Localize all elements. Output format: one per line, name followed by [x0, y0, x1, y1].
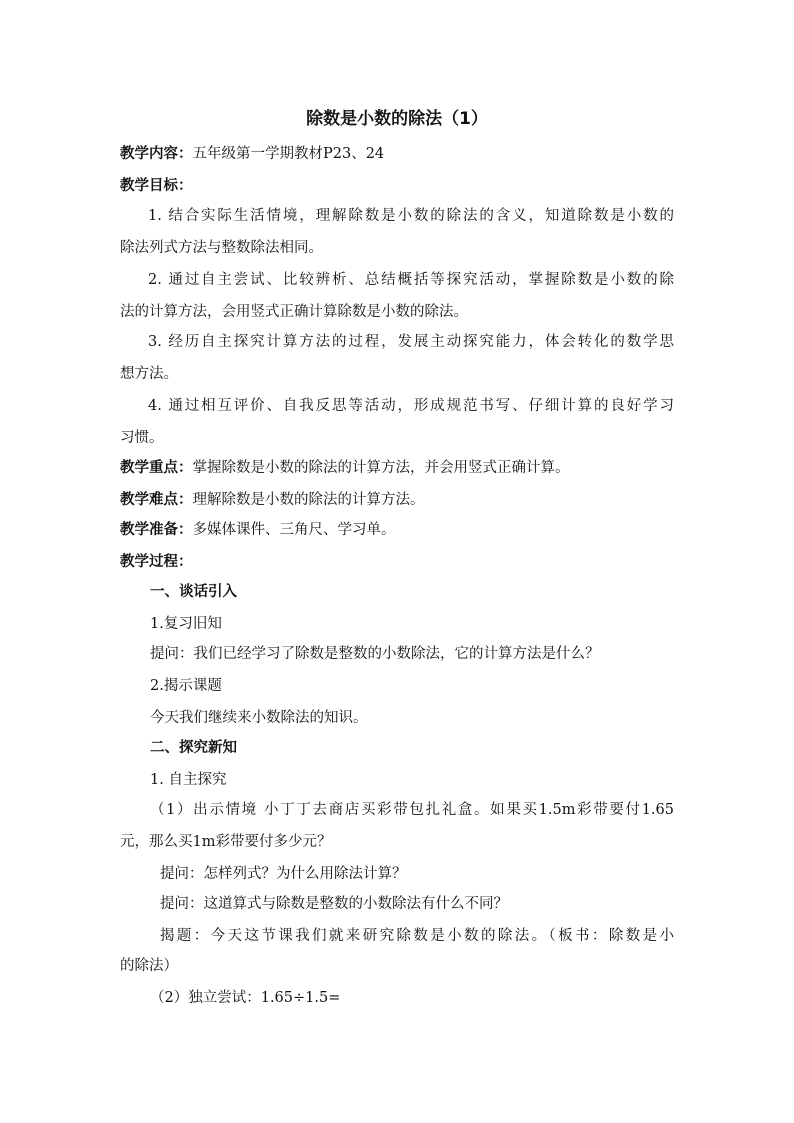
goal1-line-b: 除法列式方法与整数除法相同。 [120, 240, 323, 256]
section1-question: 提问：我们已经学习了除数是整数的小数除法，它的计算方法是什么？ [150, 646, 600, 662]
preparation-row [120, 520, 396, 540]
document-title: 除数是小数的除法（1） [306, 109, 488, 129]
content-label: 教学内容： [120, 146, 193, 162]
preparation-value: 多媒体课件、三角尺、学习单。 [192, 522, 396, 538]
section2-para1-line-a: （1）出示情境 小丁丁去商店买彩带包扎礼盒。如果买1.5m彩带要付1.65 [150, 802, 674, 818]
section2-question1: 提问：怎样列式？为什么用除法计算？ [160, 866, 407, 882]
section2-item1: 1. 自主探究 [150, 772, 227, 788]
goal2-line-a: 2. 通过自主尝试、比较辨析、总结概括等探究活动，掌握除数是小数的除 [148, 272, 674, 288]
section2-para1-line-b: 元，那么买1m彩带要付多少元？ [120, 834, 332, 850]
section2-reveal-line-a: 揭题：今天这节课我们就来研究除数是小数的除法。（板书：除数是小 [160, 928, 674, 944]
goal3-line-a: 3. 经历自主探究计算方法的过程，发展主动探究能力，体会转化的数学思 [148, 334, 674, 350]
preparation-label: 教学准备： [120, 522, 193, 538]
difficulty-label: 教学难点： [120, 492, 193, 508]
section2-reveal-line-b: 的除法） [120, 958, 178, 974]
goal1-line-a: 1. 结合实际生活情境，理解除数是小数的除法的含义，知道除数是小数的 [148, 208, 674, 224]
difficulty-row [120, 490, 425, 510]
goal3-line-b: 想方法。 [120, 366, 178, 382]
content-value: 五年级第一学期教材P23、24 [192, 146, 385, 162]
goal4-line-b: 习惯。 [120, 430, 164, 446]
section2-question2: 提问：这道算式与除数是整数的小数除法有什么不同？ [160, 896, 508, 912]
content-row [120, 144, 384, 164]
key-point-value: 掌握除数是小数的除法的计算方法，并会用竖式正确计算。 [192, 460, 570, 476]
section1-item2: 2.揭示课题 [150, 678, 222, 694]
section2-para2: （2）独立尝试：1.65÷1.5= [150, 990, 341, 1006]
process-label: 教学过程： [120, 554, 193, 570]
difficulty-value: 理解除数是小数的除法的计算方法。 [192, 492, 425, 508]
section2-heading: 二、探究新知 [150, 740, 237, 756]
goal2-line-b: 法的计算方法，会用竖式正确计算除数是小数的除法。 [120, 304, 468, 320]
key-point-label: 教学重点： [120, 460, 193, 476]
key-point-row [120, 458, 570, 478]
goal4-line-a: 4. 通过相互评价、自我反思等活动，形成规范书写、仔细计算的良好学习 [148, 398, 674, 414]
section1-item1: 1.复习旧知 [150, 616, 222, 632]
section1-heading: 一、谈话引入 [150, 584, 237, 600]
section1-text: 今天我们继续来小数除法的知识。 [150, 710, 368, 726]
goals-label: 教学目标： [120, 178, 193, 194]
